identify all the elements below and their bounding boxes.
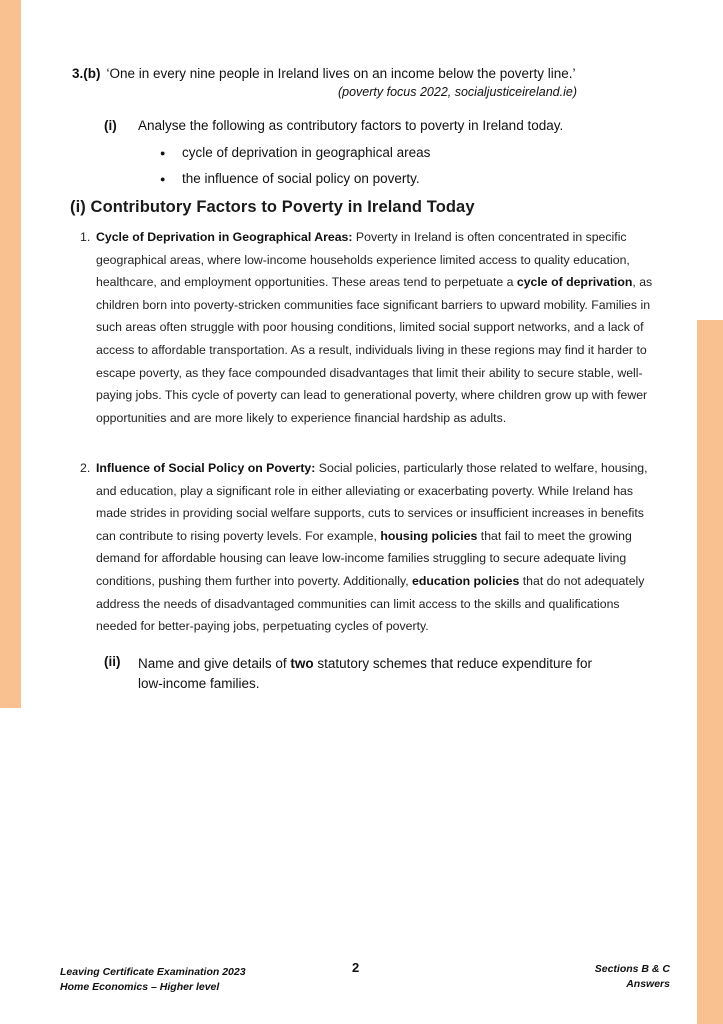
answer-text: Poverty in Ireland is often concentrated in specific geographical areas, where low-income households experience limited access to quality education, healthcare, and employment opportunities. These areas tend to perpetuate a — [96, 230, 630, 290]
part-i-label: (i) — [104, 118, 117, 133]
question-source: (poverty focus 2022, socialjusticeireland.ie) — [337, 85, 577, 99]
footer-section-info — [595, 962, 670, 992]
part-i-text: Analyse the following as contributory factors to poverty in Ireland today. — [138, 118, 564, 133]
answer-bold-term: housing policies — [380, 528, 478, 543]
part-ii-bold: two — [290, 656, 314, 671]
part-i-instruction — [104, 118, 563, 133]
part-ii-instruction — [104, 654, 608, 694]
bullet-item: ● the influence of social policy on poverty. — [160, 170, 430, 196]
footer-sections: Sections B & C — [594, 963, 670, 975]
answer-text: , as children born into poverty-stricken communities face significant barriers to upward mobility. Families in such areas often struggle with poor housing conditions, limited social support networks, and a lack of access to affordable transportation. As a result, individuals living in these regions may find it harder to escape poverty, as they face compounded disadvantages that limit their ability to secure stable, well-paying jobs. This cycle of poverty can lead to generational poverty, where children grow up with fewer opportunities and are more likely to experience financial hardship as adults. — [96, 275, 653, 425]
answer-body — [96, 457, 660, 638]
right-accent-bar — [697, 320, 723, 1024]
part-ii-text-before: Name and give details of — [138, 656, 291, 671]
part-ii-label: (ii) — [104, 654, 121, 669]
part-ii-text — [138, 654, 608, 694]
question-quote: ‘One in every nine people in Ireland lives on an income below the poverty line.’ — [106, 66, 576, 81]
footer-answers: Answers — [626, 978, 670, 990]
left-accent-bar — [0, 0, 21, 708]
answer-text: that do not adequately address the needs of disadvantaged communities can limit access to the skills and qualifications needed for better-paying jobs, perpetuating cycles of poverty. — [96, 573, 645, 634]
answer-body — [96, 226, 660, 429]
footer-exam-info — [60, 965, 246, 995]
answer-item-2 — [80, 457, 660, 638]
footer-subject: Home Economics – Higher level — [60, 981, 220, 993]
answer-bold-term: cycle of deprivation — [516, 275, 633, 290]
page-number: 2 — [352, 960, 360, 975]
answer-title: Cycle of Deprivation in Geographical Areas: — [96, 230, 353, 244]
answer-text: that fail to meet the growing demand for affordable housing can leave low-income families struggling to secure adequate living conditions, pushing them further into poverty. Additionally, — [96, 528, 632, 588]
answer-heading: (i) Contributory Factors to Poverty in Ireland Today — [70, 198, 475, 216]
part-ii-text-after: statutory schemes that reduce expenditure for low-income families. — [138, 656, 592, 691]
answer-title: Influence of Social Policy on Poverty: — [96, 461, 316, 475]
answer-text: Social policies, particularly those related to welfare, housing, and education, play a significant role in either alleviating or exacerbating poverty. While Ireland has made strides in providing social welfare supports, cuts to services or insufficient increases in benefits can contribute to rising poverty levels. For example, — [96, 461, 648, 543]
question-line — [72, 66, 576, 81]
footer-exam-title: Leaving Certificate Examination 2023 — [60, 966, 246, 978]
question-number: 3.(b) — [72, 66, 101, 81]
bullet-item: ● cycle of deprivation in geographical areas — [160, 144, 430, 170]
part-i-bullet-list — [160, 144, 430, 196]
answer-number: 2. — [80, 461, 91, 475]
answer-bold-term: education policies — [412, 573, 520, 588]
answer-number: 1. — [80, 230, 91, 244]
answer-item-1 — [80, 226, 660, 429]
